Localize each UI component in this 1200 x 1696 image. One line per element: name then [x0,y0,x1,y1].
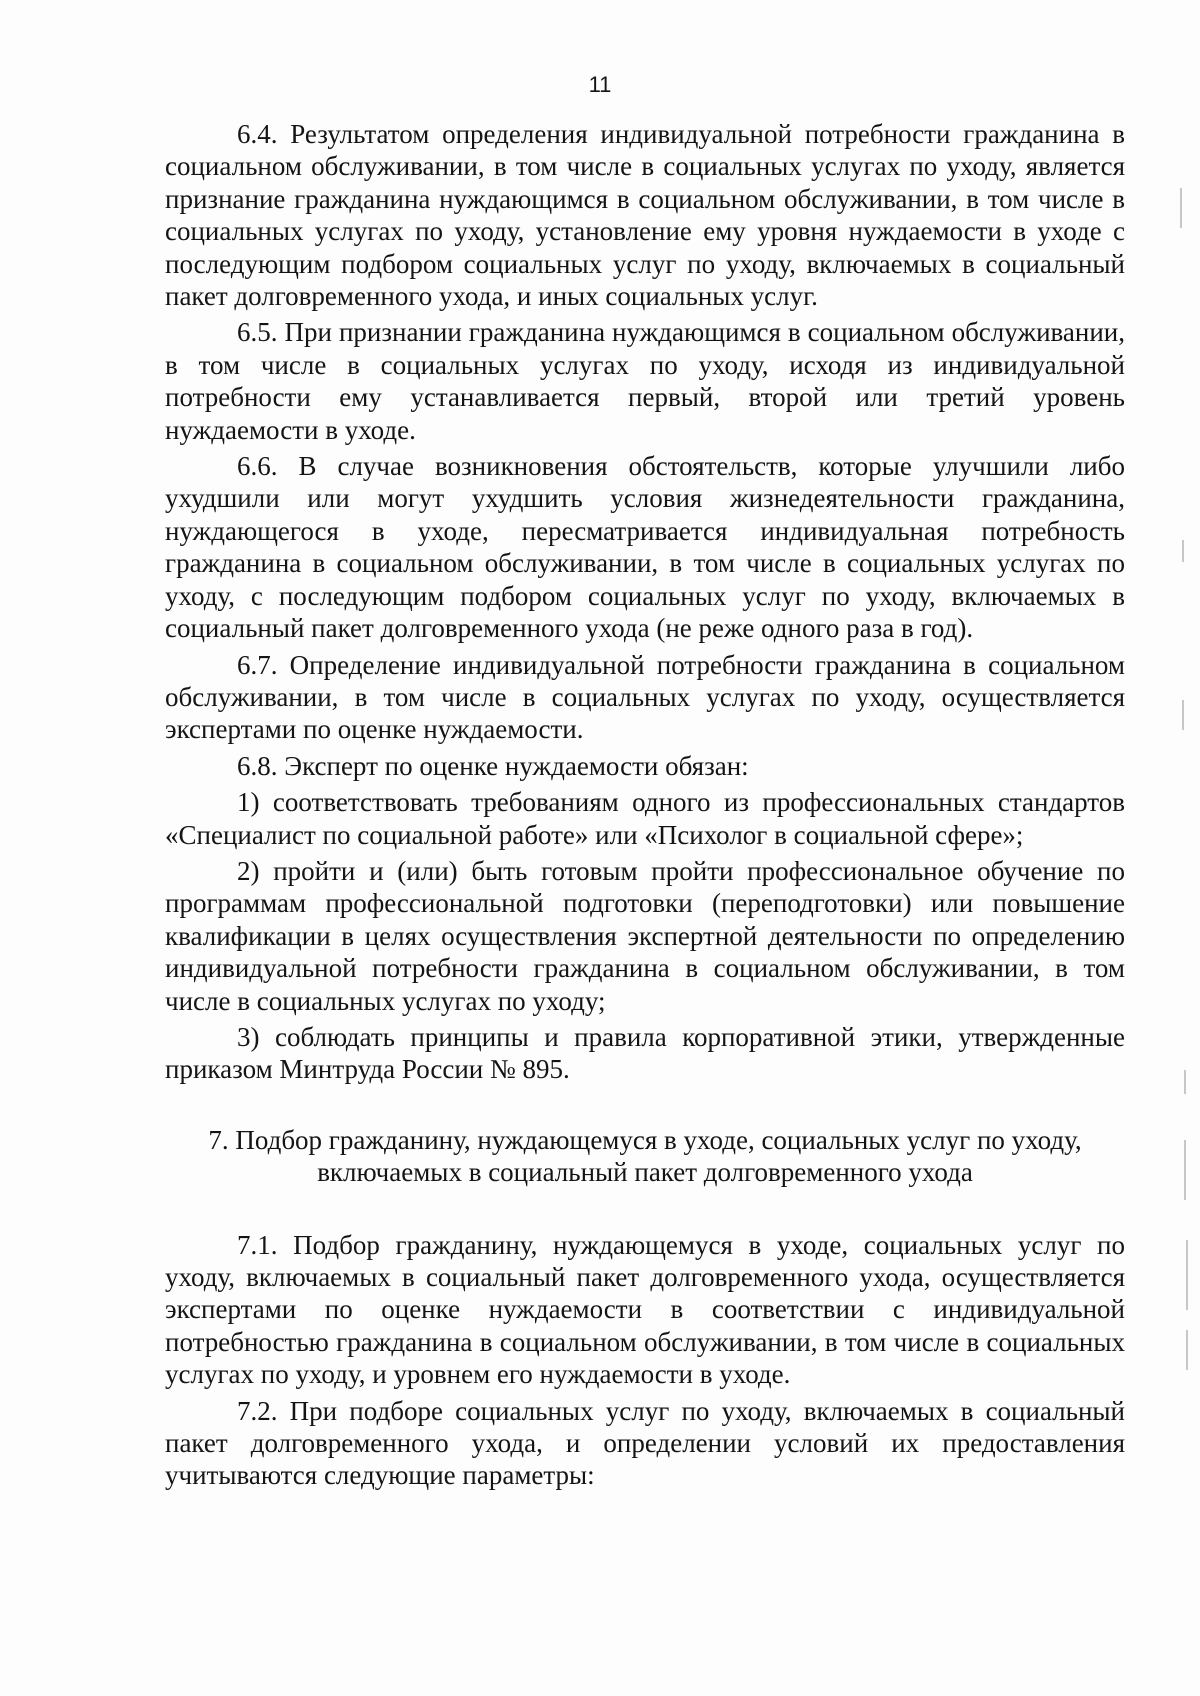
section-heading: 7. Подбор гражданину, нуждающемуся в уходе, социальных услуг по уходу, включаемых в социальный пакет долговременного ухода [208,1124,1082,1188]
scan-artifact [1184,1070,1186,1094]
list-item-2: 2) пройти и (или) быть готовым пройти профессиональное обучение по программам профессиональной подготовки (переподготовки) или повышение квалификации в целях осуществления экспертной деятельности по определению индивидуальной потребности гражданина в социальном обслуживании, в том числе в социальных услугах по уходу; [165,855,1125,1016]
scan-artifact [1180,188,1182,228]
scan-artifact [1186,1240,1188,1310]
paragraph-7-1: 7.1. Подбор гражданину, нуждающемуся в уходе, социальных услуг по уходу, включаемых в социальный пакет долговременного ухода, осуществляется экспертами по оценке нуждаемости в соответствии с индивидуальной потребностью гражданина в социальном обслуживании, в том числе в социальных услугах по уходу, и уровнем его нуждаемости в уходе. [165,1229,1125,1390]
paragraph-6-8: 6.8. Эксперт по оценке нуждаемости обязан: [237,750,749,781]
document-body [165,118,1125,1496]
scan-artifact [1182,700,1184,730]
list-item-3: 3) соблюдать принципы и правила корпоративной этики, утвержденные приказом Минтруда России № 895. [165,1021,1125,1085]
scan-artifact [1182,540,1184,562]
list-item-1: 1) соответствовать требованиям одного из профессиональных стандартов «Специалист по социальной работе» или «Психолог в социальной сфере»; [165,787,1125,850]
paragraph-6-7: 6.7. Определение индивидуальной потребности гражданина в социальном обслуживании, в том числе в социальных услугах по уходу, осуществляется экспертами по оценке нуждаемости. [165,649,1125,745]
scan-artifact [1184,1140,1186,1200]
paragraph-7-2: 7.2. При подборе социальных услуг по уходу, включаемых в социальный пакет долговременного ухода, и определении условий их предоставления учитываются следующие параметры: [165,1395,1125,1491]
paragraph-6-4: 6.4. Результатом определения индивидуальной потребности гражданина в социальном обслуживании, в том числе в социальных услугах по уходу, является признание гражданина нуждающимся в социальном обслуживании, в том числе в социальных услугах по уходу, установление ему уровня нуждаемости в уходе с последующим подбором социальных услуг по уходу, включаемых в социальный пакет долговременного ухода, и иных социальных услуг. [165,119,1125,312]
page-number: 11 [588,72,612,97]
paragraph-6-5: 6.5. При признании гражданина нуждающимся в социальном обслуживании, в том числе в социальных услугах по уходу, исходя из индивидуальной потребности ему устанавливается первый, второй или третий уровень нуждаемости в уходе. [165,317,1125,445]
scan-artifact [1186,1330,1188,1370]
paragraph-6-6: 6.6. В случае возникновения обстоятельств, которые улучшили либо ухудшили или могут ухудшить условия жизнедеятельности гражданина, нуждающегося в уходе, пересматривается индивидуальная потребность гражданина в социальном обслуживании, в том числе в социальных услугах по уходу, с последующим подбором социальных услуг по уходу, включаемых в социальный пакет долговременного ухода (не реже одного раза в год). [165,451,1125,644]
